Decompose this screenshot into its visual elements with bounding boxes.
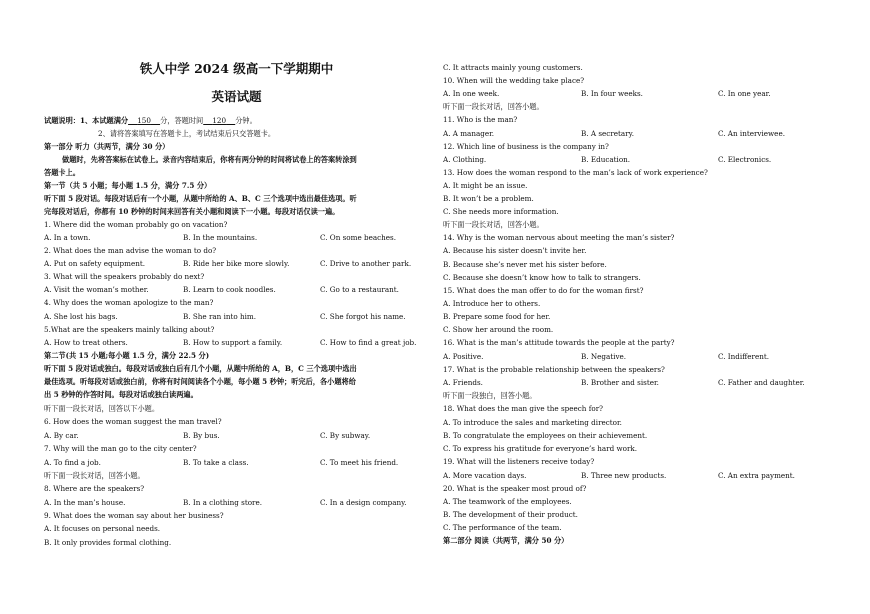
q4-option-a: A. She lost his bags. [44,312,118,321]
q18-option-b: B. To congratulate the employees on their achievement. [443,431,648,440]
section1-intro-2: 完每段对话后，你都有 10 秒钟的时间来回答有关小题和阅读下一小题。每段对话仅读一遍。 [44,207,340,216]
q9-option-c: C. It attracts mainly young customers. [443,63,583,72]
listen-instruction-11-13: 听下面一段长对话，回答小题。 [443,102,544,111]
q1-option-b: B. In the mountains. [183,233,258,242]
q19-option-a: A. More vacation days. [443,471,527,480]
question-11: 11. Who is the man? [443,115,518,124]
q7-option-b: B. To take a class. [183,458,249,467]
section1-heading: 第一节（共 5 小题；每小题 1.5 分，满分 7.5 分） [44,181,212,190]
question-8: 8. Where are the speakers? [44,484,145,493]
q3-option-c: C. Go to a restaurant. [320,285,399,294]
exam-subtitle: 英语试题 [211,89,262,104]
q17-option-b: B. Brother and sister. [581,378,659,387]
q16-option-a: A. Positive. [443,352,484,361]
question-13: 13. How does the woman respond to the man’s lack of work experience? [443,168,708,177]
section2-intro-3: 出 5 秒钟的作答时间。每段对话或独白读两遍。 [44,390,198,399]
q8-option-b: B. In a clothing store. [183,498,263,507]
q16-option-c: C. Indifferent. [718,352,770,361]
q3-option-b: B. Learn to cook noodles. [183,285,276,294]
q6-option-b: B. By bus. [183,431,220,440]
part1-intro-2: 答题卡上。 [44,168,80,177]
question-4: 4. Why does the woman apologize to the man? [44,298,214,307]
q7-option-a: A. To find a job. [44,458,101,467]
q20-option-b: B. The development of their product. [443,510,578,519]
q2-option-b: B. Ride her bike more slowly. [183,259,290,268]
q6-option-c: C. By subway. [320,431,371,440]
q4-option-c: C. She forgot his name. [320,312,406,321]
q10-option-b: B. In four weeks. [581,89,643,98]
section2-heading: 第二节(共 15 小题;每小题 1.5 分，满分 22.5 分) [44,351,210,360]
q15-option-c: C. Show her around the room. [443,325,554,334]
listen-instruction-6-7: 听下面一段长对话，回答以下小题。 [44,404,160,413]
part2-heading: 第二部分 阅读（共两节，满分 50 分） [443,536,569,545]
q7-option-c: C. To meet his friend. [320,458,399,467]
question-15: 15. What does the man offer to do for the woman first? [443,286,644,295]
listen-instruction-8-10: 听下面一段长对话，回答小题。 [44,471,145,480]
exam-title: 铁人中学 2024 级高一下学期期中 [139,61,334,76]
q10-option-a: A. In one week. [443,89,500,98]
q18-option-c: C. To express his gratitude for everyone’s hard work. [443,444,638,453]
q15-option-a: A. Introduce her to others. [443,299,541,308]
question-16: 16. What is the man’s attitude towards the people at the party? [443,338,675,347]
note-line-2: 2、请将答案填写在答题卡上，考试结束后只交答题卡。 [98,129,276,138]
q5-option-c: C. How to find a great job. [320,338,417,347]
q8-option-c: C. In a design company. [320,498,407,507]
q5-option-a: A. How to treat others. [44,338,128,347]
question-20: 20. What is the speaker most proud of? [443,484,587,493]
q20-option-a: A. The teamwork of the employees. [443,497,572,506]
q19-option-c: C. An extra payment. [718,471,795,480]
section2-intro-2: 最佳选项。听每段对话或独白前，你将有时间阅读各个小题，每小题 5 秒钟；听完后，各小题将给 [44,377,356,386]
question-12: 12. Which line of business is the company in? [443,142,609,151]
q5-option-b: B. How to support a family. [183,338,283,347]
part1-heading: 第一部分 听力（共两节，满分 30 分） [44,142,170,151]
q8-option-a: A. In the man’s house. [44,498,126,507]
question-18: 18. What does the man give the speech for? [443,404,603,413]
q1-option-c: C. On some beaches. [320,233,397,242]
q14-option-c: C. Because she doesn’t know how to talk to strangers. [443,273,641,282]
q15-option-b: B. Prepare some food for her. [443,312,551,321]
question-6: 6. How does the woman suggest the man travel? [44,417,222,426]
q9-option-a: A. It focuses on personal needs. [44,524,161,533]
q14-option-a: A. Because his sister doesn’t invite her. [443,246,587,255]
q11-option-a: A. A manager. [443,129,495,138]
q19-option-b: B. Three new products. [581,471,667,480]
q10-option-c: C. In one year. [718,89,771,98]
question-17: 17. What is the probable relationship between the speakers? [443,365,665,374]
question-5: 5.What are the speakers mainly talking about? [44,325,215,334]
section1-intro-1: 听下面 5 段对话。每段对话后有一个小题，从题中所给的 A、B、C 三个选项中选出最佳选项。听 [44,194,357,203]
q2-option-a: A. Put on safety equipment. [44,259,146,268]
question-19: 19. What will the listeners receive today? [443,457,595,466]
q9-option-b: B. It only provides formal clothing. [44,538,172,547]
question-3: 3. What will the speakers probably do next? [44,272,205,281]
q4-option-b: B. She ran into him. [183,312,257,321]
question-2: 2. What does the man advise the woman to do? [44,246,217,255]
q12-option-a: A. Clothing. [443,155,487,164]
question-7: 7. Why will the man go to the city center? [44,444,197,453]
question-1: 1. Where did the woman probably go on vacation? [44,220,228,229]
q12-option-c: C. Electronics. [718,155,772,164]
section2-intro-1: 听下面 5 段对话或独白。每段对话或独白后有几个小题，从题中所给的 A，B，C 三个选项中选出 [44,364,357,373]
q3-option-a: A. Visit the woman’s mother. [44,285,149,294]
q14-option-b: B. Because she’s never met his sister before. [443,260,607,269]
q13-option-a: A. It might be an issue. [443,181,528,190]
listen-instruction-14-16: 听下面一段长对话，回答小题。 [443,220,544,229]
q17-option-c: C. Father and daughter. [718,378,805,387]
q11-option-c: C. An interviewee. [718,129,785,138]
question-9: 9. What does the woman say about her business? [44,511,224,520]
q2-option-c: C. Drive to another park. [320,259,412,268]
q12-option-b: B. Education. [581,155,631,164]
q18-option-a: A. To introduce the sales and marketing director. [443,418,622,427]
q11-option-b: B. A secretary. [581,129,634,138]
q13-option-b: B. It won’t be a problem. [443,194,534,203]
note-line-1: 试题说明：1、本试题满分 150 分，答题时间 120 分钟。 [44,116,257,125]
q1-option-a: A. In a town. [44,233,91,242]
q17-option-a: A. Friends. [443,378,483,387]
question-14: 14. Why is the woman nervous about meeting the man’s sister? [443,233,675,242]
q13-option-c: C. She needs more information. [443,207,559,216]
question-10: 10. When will the wedding take place? [443,76,585,85]
q6-option-a: A. By car. [44,431,79,440]
part1-intro-1: 做题时，先将答案标在试卷上。录音内容结束后，你将有两分钟的时间将试卷上的答案转涂到 [62,155,357,164]
q20-option-c: C. The performance of the team. [443,523,562,532]
listen-instruction-18-20: 听下面一段独白，回答小题。 [443,391,537,400]
q16-option-b: B. Negative. [581,352,627,361]
